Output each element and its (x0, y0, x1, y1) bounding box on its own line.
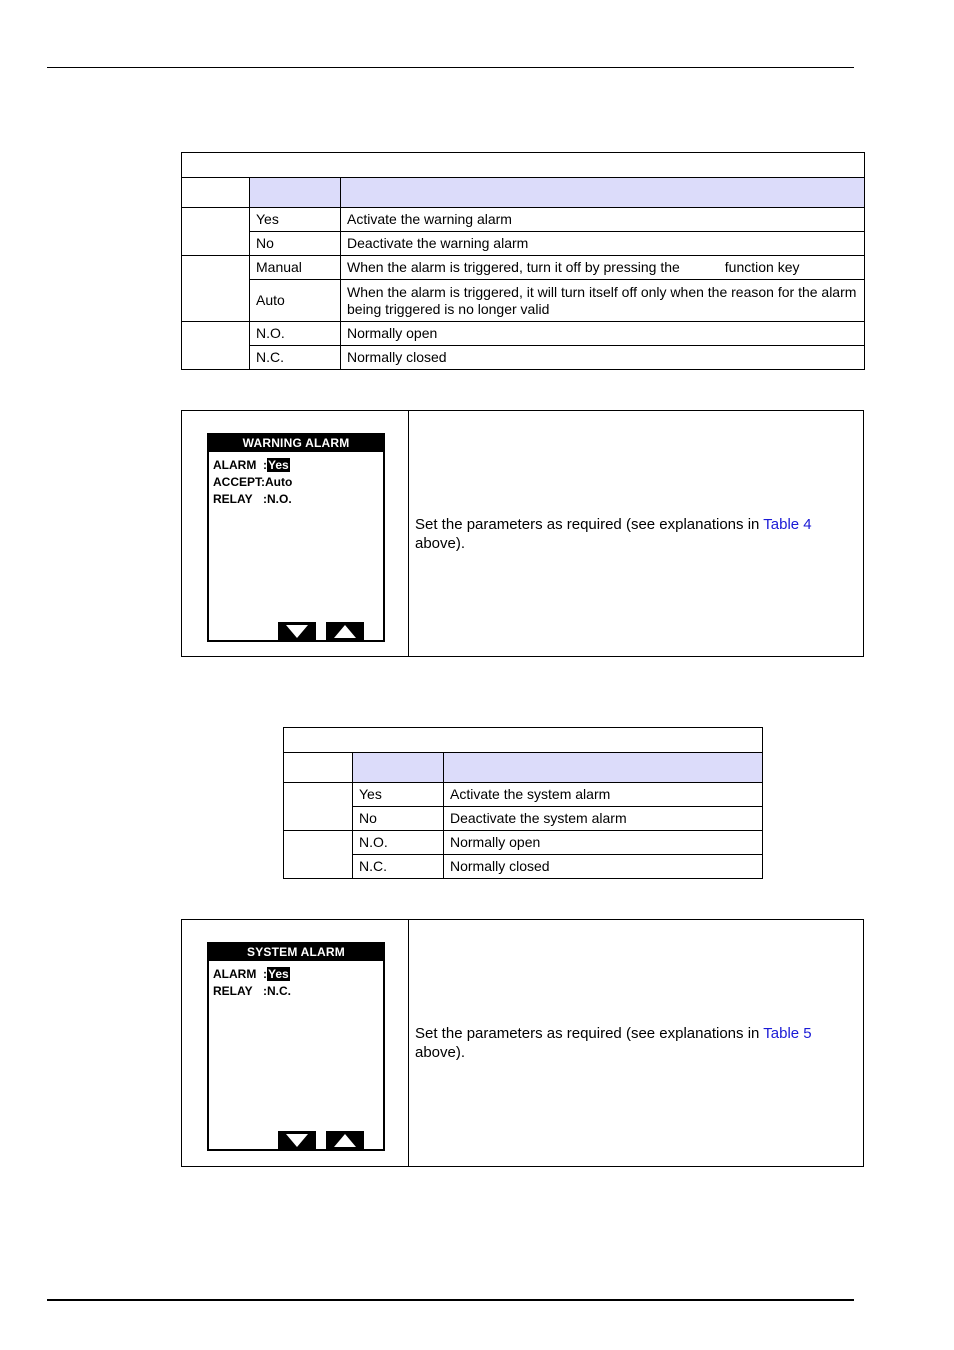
table-header-row (182, 178, 865, 208)
option-cell: Yes (250, 208, 341, 232)
option-cell: Manual (250, 256, 341, 280)
description-tail: above). (415, 1044, 466, 1061)
table-header-row (284, 753, 763, 783)
description-cell: Deactivate the warning alarm (341, 232, 865, 256)
panel-divider (408, 920, 409, 1166)
table-row (182, 346, 865, 370)
description-cell: Normally closed (444, 855, 763, 879)
parameter-cell (182, 322, 250, 370)
warning-alarm-screen (207, 433, 385, 642)
option-cell: N.O. (250, 322, 341, 346)
option-cell: N.C. (353, 855, 444, 879)
option-cell: N.O. (353, 831, 444, 855)
description-cell: Activate the warning alarm (341, 208, 865, 232)
description-text: Set the parameters as required (see explanations in (415, 1025, 760, 1042)
screen-title: SYSTEM ALARM (209, 944, 383, 961)
description-tail: above). (415, 534, 466, 552)
option-cell: No (353, 807, 444, 831)
screen-title: WARNING ALARM (209, 435, 383, 452)
up-arrow-key-icon[interactable] (326, 1131, 364, 1149)
relay-label: RELAY (213, 984, 253, 998)
accept-label: ACCEPT: (213, 475, 266, 489)
table-caption (182, 153, 865, 178)
description-suffix: function key (724, 259, 800, 275)
description-text: Set the parameters as required (see explanations in (415, 515, 760, 533)
system-alarm-panel (181, 919, 864, 1167)
table-caption (284, 728, 763, 753)
header-description (444, 753, 763, 783)
table-row (182, 208, 865, 232)
separator: : (263, 458, 267, 472)
footer-rule (47, 1299, 854, 1301)
header-rule (47, 67, 854, 68)
parameter-cell (284, 831, 353, 879)
alarm-label: ALARM (213, 458, 257, 472)
table-4-link[interactable]: Table 4 (763, 515, 812, 533)
alarm-setting[interactable] (213, 967, 290, 981)
table-row (284, 855, 763, 879)
panel-description (415, 515, 849, 553)
down-arrow-key-icon[interactable] (278, 1131, 316, 1149)
table-row (284, 807, 763, 831)
alarm-label: ALARM (213, 967, 257, 981)
option-cell: No (250, 232, 341, 256)
table-caption-row (284, 728, 763, 753)
relay-label: RELAY (213, 492, 253, 506)
option-cell: N.C. (250, 346, 341, 370)
panel-description (415, 1024, 849, 1062)
system-alarm-table (283, 727, 763, 879)
header-description (341, 178, 865, 208)
description-cell: When the alarm is triggered, it will turn itself off only when the reason for the alarm being triggered is no longer valid (341, 280, 865, 322)
description-cell: Normally open (341, 322, 865, 346)
table-row (284, 831, 763, 855)
relay-setting[interactable] (213, 984, 291, 998)
relay-setting[interactable] (213, 492, 292, 506)
alarm-value: Yes (268, 967, 289, 981)
table-caption-row (182, 153, 865, 178)
warning-alarm-panel (181, 410, 864, 657)
separator: : (263, 492, 267, 506)
parameter-cell (182, 256, 250, 322)
panel-divider (408, 411, 409, 656)
relay-value: N.C. (267, 984, 291, 998)
description-cell: Activate the system alarm (444, 783, 763, 807)
table-row (182, 280, 865, 322)
description-cell: Normally open (444, 831, 763, 855)
table-row (182, 322, 865, 346)
parameter-cell (284, 783, 353, 831)
table-5-link[interactable]: Table 5 (763, 1025, 812, 1042)
parameter-cell (182, 208, 250, 256)
accept-value: Auto (265, 475, 293, 489)
description-cell: Normally closed (341, 346, 865, 370)
table-row (182, 232, 865, 256)
description-cell: Deactivate the system alarm (444, 807, 763, 831)
relay-value: N.O. (267, 492, 292, 506)
separator: : (263, 984, 267, 998)
accept-setting[interactable] (213, 475, 292, 489)
up-arrow-key-icon[interactable] (326, 622, 364, 640)
header-option (250, 178, 341, 208)
header-option (353, 753, 444, 783)
option-cell: Auto (250, 280, 341, 322)
system-alarm-screen (207, 942, 385, 1151)
table-row (182, 256, 865, 280)
table-row (284, 783, 763, 807)
header-parameter (182, 178, 250, 208)
description-cell (341, 256, 865, 280)
description-text: When the alarm is triggered, turn it off by pressing the (347, 259, 680, 275)
warning-alarm-table (181, 152, 865, 370)
separator: : (263, 967, 267, 981)
down-arrow-key-icon[interactable] (278, 622, 316, 640)
alarm-value: Yes (268, 458, 289, 472)
alarm-setting[interactable] (213, 458, 290, 472)
header-parameter (284, 753, 353, 783)
option-cell: Yes (353, 783, 444, 807)
